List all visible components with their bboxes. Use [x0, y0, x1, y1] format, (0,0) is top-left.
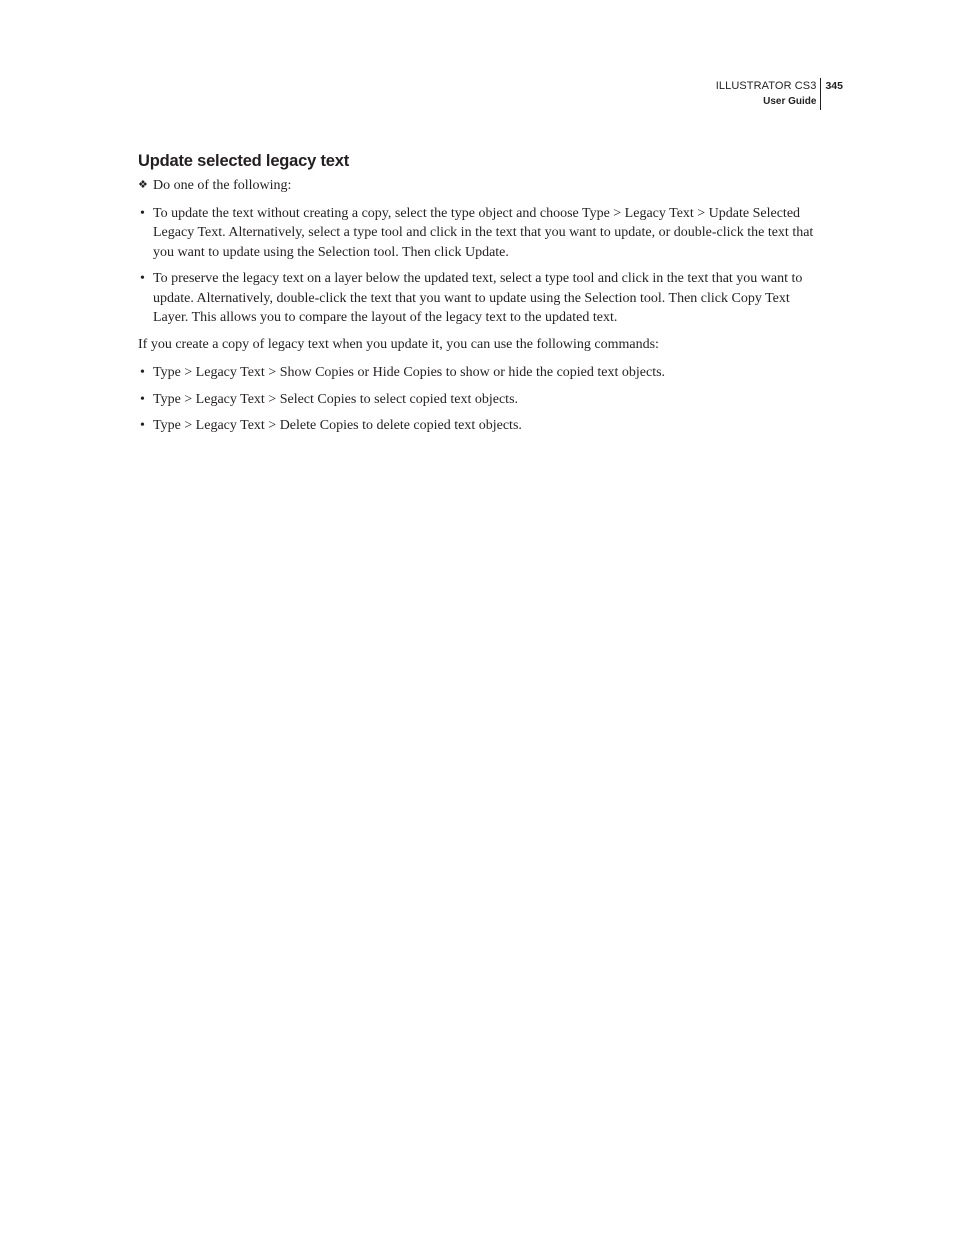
guide-name: User Guide [763, 96, 817, 107]
list-item [138, 363, 818, 383]
step-diamond-icon: ❖ [138, 179, 148, 191]
bullet-icon: • [140, 271, 145, 286]
product-name: ILLUSTRATOR CS3 [715, 80, 817, 92]
bullet-icon: • [140, 391, 145, 407]
list-item-text: Type > Legacy Text > Delete Copies to delete copied text objects. [153, 418, 522, 433]
list-item-text: Type > Legacy Text > Show Copies or Hide Copies to show or hide the copied text objects. [153, 365, 666, 380]
list-item [138, 390, 818, 410]
list-item-text: Type > Legacy Text > Select Copies to select copied text objects. [153, 391, 519, 407]
header-title-block [716, 78, 822, 110]
body-paragraph: If you create a copy of legacy text when you update it, you can use the following commands: [138, 336, 659, 352]
list-item [138, 416, 818, 436]
options-list [138, 204, 818, 328]
bullet-icon: • [140, 418, 145, 433]
list-item-text: To update the text without creating a copy, select the type object and choose Type > Legacy Text > Update Selected Legacy Text. Alternatively, select a type tool and click in the text that you want to update, or double-click the text that you want to update using the Selection tool. Then click Update. [153, 205, 814, 260]
list-item-text: To preserve the legacy text on a layer below the updated text, select a type tool and click in the text that you want to update. Alternatively, double-click the text that you want to update using the Selection tool. Then click Copy Text Layer. This allows you to compare the layout of the legacy text to the updated text. [153, 271, 803, 325]
step-instruction [138, 176, 818, 196]
main-content [138, 150, 818, 443]
list-item [138, 269, 818, 328]
bullet-icon: • [140, 365, 145, 380]
bullet-icon: • [140, 205, 145, 221]
page-number: 345 [825, 80, 843, 92]
page-header [716, 78, 843, 110]
step-text: Do one of the following: [153, 178, 292, 193]
section-heading: Update selected legacy text [138, 152, 350, 170]
list-item [138, 204, 818, 263]
commands-list [138, 363, 818, 436]
